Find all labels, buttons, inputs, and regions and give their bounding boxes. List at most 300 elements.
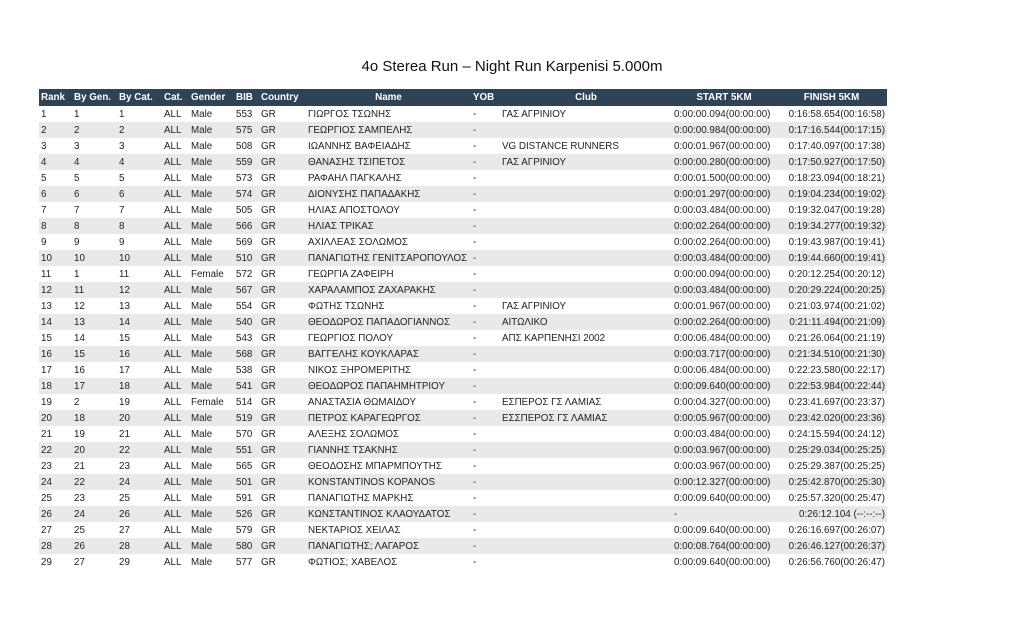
- cell-by-category: 25: [117, 490, 162, 506]
- cell-by-gender: 11: [72, 282, 117, 298]
- cell-by-category: 16: [117, 346, 162, 362]
- cell-yob: -: [471, 442, 500, 458]
- cell-start-time: 0:00:00.984(00:00:00): [672, 122, 776, 138]
- cell-start-time: 0:00:03.484(00:00:00): [672, 250, 776, 266]
- cell-gender: Male: [189, 298, 234, 314]
- cell-club: [500, 378, 672, 394]
- cell-category: ALL: [162, 538, 189, 554]
- cell-finish-time: 0:16:58.654(00:16:58): [776, 106, 887, 122]
- cell-category: ALL: [162, 122, 189, 138]
- cell-club: [500, 362, 672, 378]
- cell-gender: Male: [189, 346, 234, 362]
- cell-name: ΠΑΝΑΓΙΩΤΗΣ ΓΕΝΙΤΣΑΡΟΠΟΥΛΟΣ: [306, 250, 471, 266]
- cell-yob: -: [471, 378, 500, 394]
- cell-category: ALL: [162, 234, 189, 250]
- cell-rank: 22: [39, 442, 72, 458]
- cell-yob: -: [471, 330, 500, 346]
- cell-country: GR: [259, 186, 306, 202]
- cell-by-category: 8: [117, 218, 162, 234]
- cell-bib: 554: [234, 298, 259, 314]
- cell-yob: -: [471, 506, 500, 522]
- cell-gender: Male: [189, 234, 234, 250]
- col-header-gender: Gender: [189, 89, 234, 106]
- cell-bib: 575: [234, 122, 259, 138]
- cell-gender: Male: [189, 170, 234, 186]
- cell-yob: -: [471, 314, 500, 330]
- cell-gender: Male: [189, 554, 234, 570]
- cell-rank: 3: [39, 138, 72, 154]
- cell-rank: 19: [39, 394, 72, 410]
- cell-bib: 574: [234, 186, 259, 202]
- cell-finish-time: 0:25:29.387(00:25:25): [776, 458, 887, 474]
- cell-start-time: 0:00:08.764(00:00:00): [672, 538, 776, 554]
- cell-by-category: 21: [117, 426, 162, 442]
- cell-country: GR: [259, 218, 306, 234]
- cell-country: GR: [259, 250, 306, 266]
- table-row: [39, 186, 887, 202]
- cell-yob: -: [471, 266, 500, 282]
- cell-by-gender: 14: [72, 330, 117, 346]
- cell-bib: 573: [234, 170, 259, 186]
- table-row: [39, 234, 887, 250]
- cell-yob: -: [471, 522, 500, 538]
- cell-gender: Male: [189, 522, 234, 538]
- cell-country: GR: [259, 122, 306, 138]
- cell-by-gender: 15: [72, 346, 117, 362]
- table-row: [39, 122, 887, 138]
- cell-by-category: 13: [117, 298, 162, 314]
- cell-start-time: 0:00:01.500(00:00:00): [672, 170, 776, 186]
- cell-rank: 5: [39, 170, 72, 186]
- cell-gender: Male: [189, 154, 234, 170]
- cell-by-category: 23: [117, 458, 162, 474]
- cell-category: ALL: [162, 426, 189, 442]
- cell-category: ALL: [162, 522, 189, 538]
- cell-bib: 570: [234, 426, 259, 442]
- cell-by-gender: 2: [72, 122, 117, 138]
- cell-by-gender: 9: [72, 234, 117, 250]
- col-header-finish: FINISH 5KM: [776, 89, 887, 106]
- cell-start-time: 0:00:03.484(00:00:00): [672, 426, 776, 442]
- cell-club: [500, 122, 672, 138]
- cell-club: [500, 442, 672, 458]
- cell-start-time: 0:00:01.967(00:00:00): [672, 298, 776, 314]
- cell-by-gender: 8: [72, 218, 117, 234]
- cell-category: ALL: [162, 410, 189, 426]
- cell-club: ΓΑΣ ΑΓΡΙΝΙΟΥ: [500, 106, 672, 122]
- cell-country: GR: [259, 362, 306, 378]
- cell-country: GR: [259, 106, 306, 122]
- table-row: [39, 506, 887, 522]
- cell-name: ΓΙΩΡΓΟΣ ΤΣΩΝΗΣ: [306, 106, 471, 122]
- cell-club: [500, 458, 672, 474]
- cell-gender: Female: [189, 266, 234, 282]
- cell-bib: 526: [234, 506, 259, 522]
- cell-category: ALL: [162, 266, 189, 282]
- cell-finish-time: 0:19:04.234(00:19:02): [776, 186, 887, 202]
- cell-by-gender: 27: [72, 554, 117, 570]
- table-row: [39, 314, 887, 330]
- cell-by-category: 11: [117, 266, 162, 282]
- cell-rank: 25: [39, 490, 72, 506]
- col-header-name: Name: [306, 89, 471, 106]
- cell-country: GR: [259, 490, 306, 506]
- cell-club: ΕΣΠΕΡΟΣ ΓΣ ΛΑΜΙΑΣ: [500, 394, 672, 410]
- cell-yob: -: [471, 538, 500, 554]
- page-title: 4o Sterea Run – Night Run Karpenisi 5.000m: [361, 58, 663, 75]
- cell-club: [500, 266, 672, 282]
- cell-country: GR: [259, 522, 306, 538]
- cell-name: ΠΕΤΡΟΣ ΚΑΡΑΓΕΩΡΓΟΣ: [306, 410, 471, 426]
- cell-start-time: 0:00:09.640(00:00:00): [672, 522, 776, 538]
- cell-bib: 553: [234, 106, 259, 122]
- cell-gender: Male: [189, 490, 234, 506]
- table-row: [39, 250, 887, 266]
- table-row: [39, 202, 887, 218]
- cell-rank: 20: [39, 410, 72, 426]
- cell-yob: -: [471, 186, 500, 202]
- cell-yob: -: [471, 490, 500, 506]
- cell-start-time: 0:00:02.264(00:00:00): [672, 218, 776, 234]
- cell-category: ALL: [162, 362, 189, 378]
- col-header-yob: YOB: [471, 89, 500, 106]
- cell-rank: 29: [39, 554, 72, 570]
- cell-by-category: 22: [117, 442, 162, 458]
- cell-name: ΦΩΤΙΟΣ; ΧΑΒΕΛΟΣ: [306, 554, 471, 570]
- col-header-category: Cat.: [162, 89, 189, 106]
- cell-by-category: 24: [117, 474, 162, 490]
- cell-country: GR: [259, 554, 306, 570]
- cell-rank: 15: [39, 330, 72, 346]
- table-row: [39, 474, 887, 490]
- table-row: [39, 410, 887, 426]
- table-row: [39, 554, 887, 570]
- cell-club: [500, 426, 672, 442]
- cell-yob: -: [471, 234, 500, 250]
- cell-gender: Male: [189, 426, 234, 442]
- cell-yob: -: [471, 474, 500, 490]
- cell-by-category: 2: [117, 122, 162, 138]
- cell-by-category: 18: [117, 378, 162, 394]
- table-row: [39, 298, 887, 314]
- cell-bib: 508: [234, 138, 259, 154]
- cell-yob: -: [471, 426, 500, 442]
- cell-bib: 551: [234, 442, 259, 458]
- cell-gender: Male: [189, 362, 234, 378]
- cell-category: ALL: [162, 330, 189, 346]
- cell-yob: -: [471, 298, 500, 314]
- cell-name: ΓΕΩΡΓΙΑ ΖΑΦΕΙΡΗ: [306, 266, 471, 282]
- cell-finish-time: 0:24:15.594(00:24:12): [776, 426, 887, 442]
- cell-category: ALL: [162, 170, 189, 186]
- table-row: [39, 106, 887, 122]
- cell-country: GR: [259, 266, 306, 282]
- table-row: [39, 378, 887, 394]
- table-row: [39, 490, 887, 506]
- cell-finish-time: 0:23:41.697(00:23:37): [776, 394, 887, 410]
- col-header-country: Country: [259, 89, 306, 106]
- cell-by-category: 5: [117, 170, 162, 186]
- cell-club: [500, 490, 672, 506]
- cell-by-gender: 1: [72, 106, 117, 122]
- cell-category: ALL: [162, 202, 189, 218]
- cell-gender: Male: [189, 330, 234, 346]
- cell-rank: 6: [39, 186, 72, 202]
- cell-yob: -: [471, 458, 500, 474]
- cell-name: ΝΕΚΤΑΡΙΟΣ ΧΕΙΛΑΣ: [306, 522, 471, 538]
- cell-bib: 580: [234, 538, 259, 554]
- cell-name: ΓΕΩΡΓΙΟΣ ΣΑΜΠΕΛΗΣ: [306, 122, 471, 138]
- cell-category: ALL: [162, 106, 189, 122]
- cell-name: ΓΕΩΡΓΙΟΣ ΠΟΛΟΥ: [306, 330, 471, 346]
- cell-by-category: 26: [117, 506, 162, 522]
- cell-country: GR: [259, 474, 306, 490]
- cell-by-category: 20: [117, 410, 162, 426]
- col-header-start: START 5KM: [672, 89, 776, 106]
- cell-club: ΓΑΣ ΑΓΡΙΝΙΟΥ: [500, 298, 672, 314]
- cell-start-time: 0:00:03.717(00:00:00): [672, 346, 776, 362]
- cell-country: GR: [259, 314, 306, 330]
- cell-club: [500, 554, 672, 570]
- cell-category: ALL: [162, 282, 189, 298]
- table-row: [39, 282, 887, 298]
- cell-by-gender: 25: [72, 522, 117, 538]
- cell-country: GR: [259, 234, 306, 250]
- cell-gender: Male: [189, 202, 234, 218]
- cell-club: [500, 186, 672, 202]
- cell-country: GR: [259, 538, 306, 554]
- cell-by-gender: 6: [72, 186, 117, 202]
- cell-start-time: 0:00:09.640(00:00:00): [672, 554, 776, 570]
- cell-name: ΑΛΕΞΗΣ ΣΟΛΩΜΟΣ: [306, 426, 471, 442]
- cell-finish-time: 0:23:42.020(00:23:36): [776, 410, 887, 426]
- cell-category: ALL: [162, 154, 189, 170]
- cell-rank: 21: [39, 426, 72, 442]
- cell-by-gender: 19: [72, 426, 117, 442]
- cell-by-gender: 21: [72, 458, 117, 474]
- cell-by-category: 10: [117, 250, 162, 266]
- table-row: [39, 538, 887, 554]
- cell-bib: 510: [234, 250, 259, 266]
- cell-category: ALL: [162, 506, 189, 522]
- cell-yob: -: [471, 250, 500, 266]
- cell-start-time: 0:00:02.264(00:00:00): [672, 234, 776, 250]
- cell-gender: Male: [189, 122, 234, 138]
- cell-by-category: 17: [117, 362, 162, 378]
- cell-yob: -: [471, 410, 500, 426]
- cell-start-time: 0:00:02.264(00:00:00): [672, 314, 776, 330]
- cell-bib: 559: [234, 154, 259, 170]
- cell-name: ΗΛΙΑΣ ΑΠΟΣΤΟΛΟΥ: [306, 202, 471, 218]
- cell-club: [500, 538, 672, 554]
- cell-start-time: 0:00:09.640(00:00:00): [672, 378, 776, 394]
- cell-name: ΘΕΟΔΩΡΟΣ ΠΑΠΑΗΜΗΤΡΙΟΥ: [306, 378, 471, 394]
- cell-club: [500, 506, 672, 522]
- cell-finish-time: 0:19:43.987(00:19:41): [776, 234, 887, 250]
- cell-country: GR: [259, 426, 306, 442]
- cell-by-gender: 5: [72, 170, 117, 186]
- cell-finish-time: 0:21:34.510(00:21:30): [776, 346, 887, 362]
- header-row: [39, 89, 887, 106]
- cell-start-time: 0:00:12.327(00:00:00): [672, 474, 776, 490]
- cell-yob: -: [471, 282, 500, 298]
- cell-bib: 514: [234, 394, 259, 410]
- cell-name: ΚΩΝΣΤΑΝΤΙΝΟΣ ΚΛΑΟΥΔΑΤΟΣ: [306, 506, 471, 522]
- cell-name: ΑΝΑΣΤΑΣΙΑ ΘΩΜΑΙΔΟΥ: [306, 394, 471, 410]
- cell-club: ΕΣΣΠΕΡΟΣ ΓΣ ΛΑΜΙΑΣ: [500, 410, 672, 426]
- cell-finish-time: 0:25:42.870(00:25:30): [776, 474, 887, 490]
- cell-start-time: 0:00:09.640(00:00:00): [672, 490, 776, 506]
- cell-start-time: 0:00:00.094(00:00:00): [672, 266, 776, 282]
- cell-rank: 12: [39, 282, 72, 298]
- cell-rank: 18: [39, 378, 72, 394]
- cell-club: [500, 346, 672, 362]
- cell-by-gender: 13: [72, 314, 117, 330]
- cell-start-time: 0:00:06.484(00:00:00): [672, 362, 776, 378]
- cell-country: GR: [259, 138, 306, 154]
- cell-gender: Male: [189, 106, 234, 122]
- cell-finish-time: 0:17:16.544(00:17:15): [776, 122, 887, 138]
- cell-start-time: 0:00:01.297(00:00:00): [672, 186, 776, 202]
- cell-bib: 567: [234, 282, 259, 298]
- cell-by-gender: 18: [72, 410, 117, 426]
- cell-rank: 23: [39, 458, 72, 474]
- cell-category: ALL: [162, 314, 189, 330]
- cell-gender: Male: [189, 458, 234, 474]
- cell-rank: 8: [39, 218, 72, 234]
- cell-finish-time: 0:19:34.277(00:19:32): [776, 218, 887, 234]
- table-row: [39, 394, 887, 410]
- col-header-club: Club: [500, 89, 672, 106]
- cell-club: [500, 250, 672, 266]
- cell-start-time: 0:00:05.967(00:00:00): [672, 410, 776, 426]
- cell-finish-time: 0:17:40.097(00:17:38): [776, 138, 887, 154]
- cell-club: [500, 202, 672, 218]
- cell-start-time: 0:00:00.280(00:00:00): [672, 154, 776, 170]
- cell-name: ΑΧΙΛΛΕΑΣ ΣΟΛΩΜΟΣ: [306, 234, 471, 250]
- cell-by-gender: 20: [72, 442, 117, 458]
- cell-by-gender: 16: [72, 362, 117, 378]
- cell-country: GR: [259, 442, 306, 458]
- cell-bib: 543: [234, 330, 259, 346]
- cell-gender: Male: [189, 506, 234, 522]
- cell-start-time: -: [672, 506, 776, 522]
- cell-finish-time: 0:26:16.697(00:26:07): [776, 522, 887, 538]
- cell-start-time: 0:00:03.484(00:00:00): [672, 202, 776, 218]
- cell-country: GR: [259, 330, 306, 346]
- cell-finish-time: 0:19:32.047(00:19:28): [776, 202, 887, 218]
- cell-bib: 541: [234, 378, 259, 394]
- cell-club: ΑΠΣ ΚΑΡΠΕΝΗΣΙ 2002: [500, 330, 672, 346]
- cell-club: [500, 170, 672, 186]
- cell-start-time: 0:00:01.967(00:00:00): [672, 138, 776, 154]
- cell-bib: 538: [234, 362, 259, 378]
- cell-name: ΦΩΤΗΣ ΤΣΩΝΗΣ: [306, 298, 471, 314]
- cell-gender: Male: [189, 250, 234, 266]
- cell-category: ALL: [162, 394, 189, 410]
- cell-start-time: 0:00:03.484(00:00:00): [672, 282, 776, 298]
- cell-gender: Male: [189, 474, 234, 490]
- cell-rank: 27: [39, 522, 72, 538]
- cell-finish-time: 0:21:11.494(00:21:09): [776, 314, 887, 330]
- cell-gender: Male: [189, 314, 234, 330]
- cell-rank: 1: [39, 106, 72, 122]
- cell-name: KONSTANTINOS KOPANOS: [306, 474, 471, 490]
- table-row: [39, 458, 887, 474]
- cell-category: ALL: [162, 138, 189, 154]
- cell-yob: -: [471, 394, 500, 410]
- table-row: [39, 154, 887, 170]
- cell-bib: 568: [234, 346, 259, 362]
- cell-finish-time: 0:25:57.320(00:25:47): [776, 490, 887, 506]
- cell-finish-time: 0:17:50.927(00:17:50): [776, 154, 887, 170]
- cell-by-category: 9: [117, 234, 162, 250]
- table-row: [39, 522, 887, 538]
- cell-finish-time: 0:20:29.224(00:20:25): [776, 282, 887, 298]
- cell-name: ΘΕΟΔΩΡΟΣ ΠΑΠΑΔΟΓΙΑΝΝΟΣ: [306, 314, 471, 330]
- table-row: [39, 426, 887, 442]
- cell-finish-time: 0:19:44.660(00:19:41): [776, 250, 887, 266]
- cell-name: ΘΑΝΑΣΗΣ ΤΣΙΠΕΤΟΣ: [306, 154, 471, 170]
- cell-name: ΘΕΟΔΟΣΗΣ ΜΠΑΡΜΠΟΥΤΗΣ: [306, 458, 471, 474]
- cell-by-gender: 3: [72, 138, 117, 154]
- cell-name: ΔΙΟΝΥΣΗΣ ΠΑΠΑΔΑΚΗΣ: [306, 186, 471, 202]
- cell-country: GR: [259, 378, 306, 394]
- results-body: [39, 106, 887, 570]
- cell-by-category: 19: [117, 394, 162, 410]
- cell-start-time: 0:00:03.967(00:00:00): [672, 442, 776, 458]
- cell-finish-time: 0:25:29.034(00:25:25): [776, 442, 887, 458]
- cell-category: ALL: [162, 218, 189, 234]
- cell-name: ΠΑΝΑΓΙΩΤΗΣ; ΛΑΓΑΡΟΣ: [306, 538, 471, 554]
- cell-category: ALL: [162, 250, 189, 266]
- cell-yob: -: [471, 218, 500, 234]
- cell-yob: -: [471, 362, 500, 378]
- cell-finish-time: 0:26:12.104 (--:--:--): [776, 506, 887, 522]
- cell-rank: 24: [39, 474, 72, 490]
- cell-category: ALL: [162, 442, 189, 458]
- cell-rank: 9: [39, 234, 72, 250]
- cell-gender: Male: [189, 378, 234, 394]
- cell-gender: Male: [189, 410, 234, 426]
- cell-category: ALL: [162, 298, 189, 314]
- cell-by-gender: 22: [72, 474, 117, 490]
- cell-country: GR: [259, 298, 306, 314]
- cell-gender: Female: [189, 394, 234, 410]
- cell-by-category: 15: [117, 330, 162, 346]
- cell-yob: -: [471, 154, 500, 170]
- cell-by-category: 7: [117, 202, 162, 218]
- cell-bib: 566: [234, 218, 259, 234]
- cell-gender: Male: [189, 218, 234, 234]
- cell-yob: -: [471, 170, 500, 186]
- cell-country: GR: [259, 410, 306, 426]
- cell-bib: 519: [234, 410, 259, 426]
- cell-start-time: 0:00:00.094(00:00:00): [672, 106, 776, 122]
- cell-name: ΙΩΑΝΝΗΣ ΒΑΦΕΙΑΔΗΣ: [306, 138, 471, 154]
- cell-by-gender: 4: [72, 154, 117, 170]
- cell-club: ΓΑΣ ΑΓΡΙΝΙΟΥ: [500, 154, 672, 170]
- cell-bib: 501: [234, 474, 259, 490]
- cell-bib: 579: [234, 522, 259, 538]
- cell-country: GR: [259, 282, 306, 298]
- cell-name: ΓΙΑΝΝΗΣ ΤΣΑΚΝΗΣ: [306, 442, 471, 458]
- col-header-by-gender: By Gen.: [72, 89, 117, 106]
- table-row: [39, 218, 887, 234]
- cell-by-category: 27: [117, 522, 162, 538]
- cell-category: ALL: [162, 186, 189, 202]
- cell-rank: 4: [39, 154, 72, 170]
